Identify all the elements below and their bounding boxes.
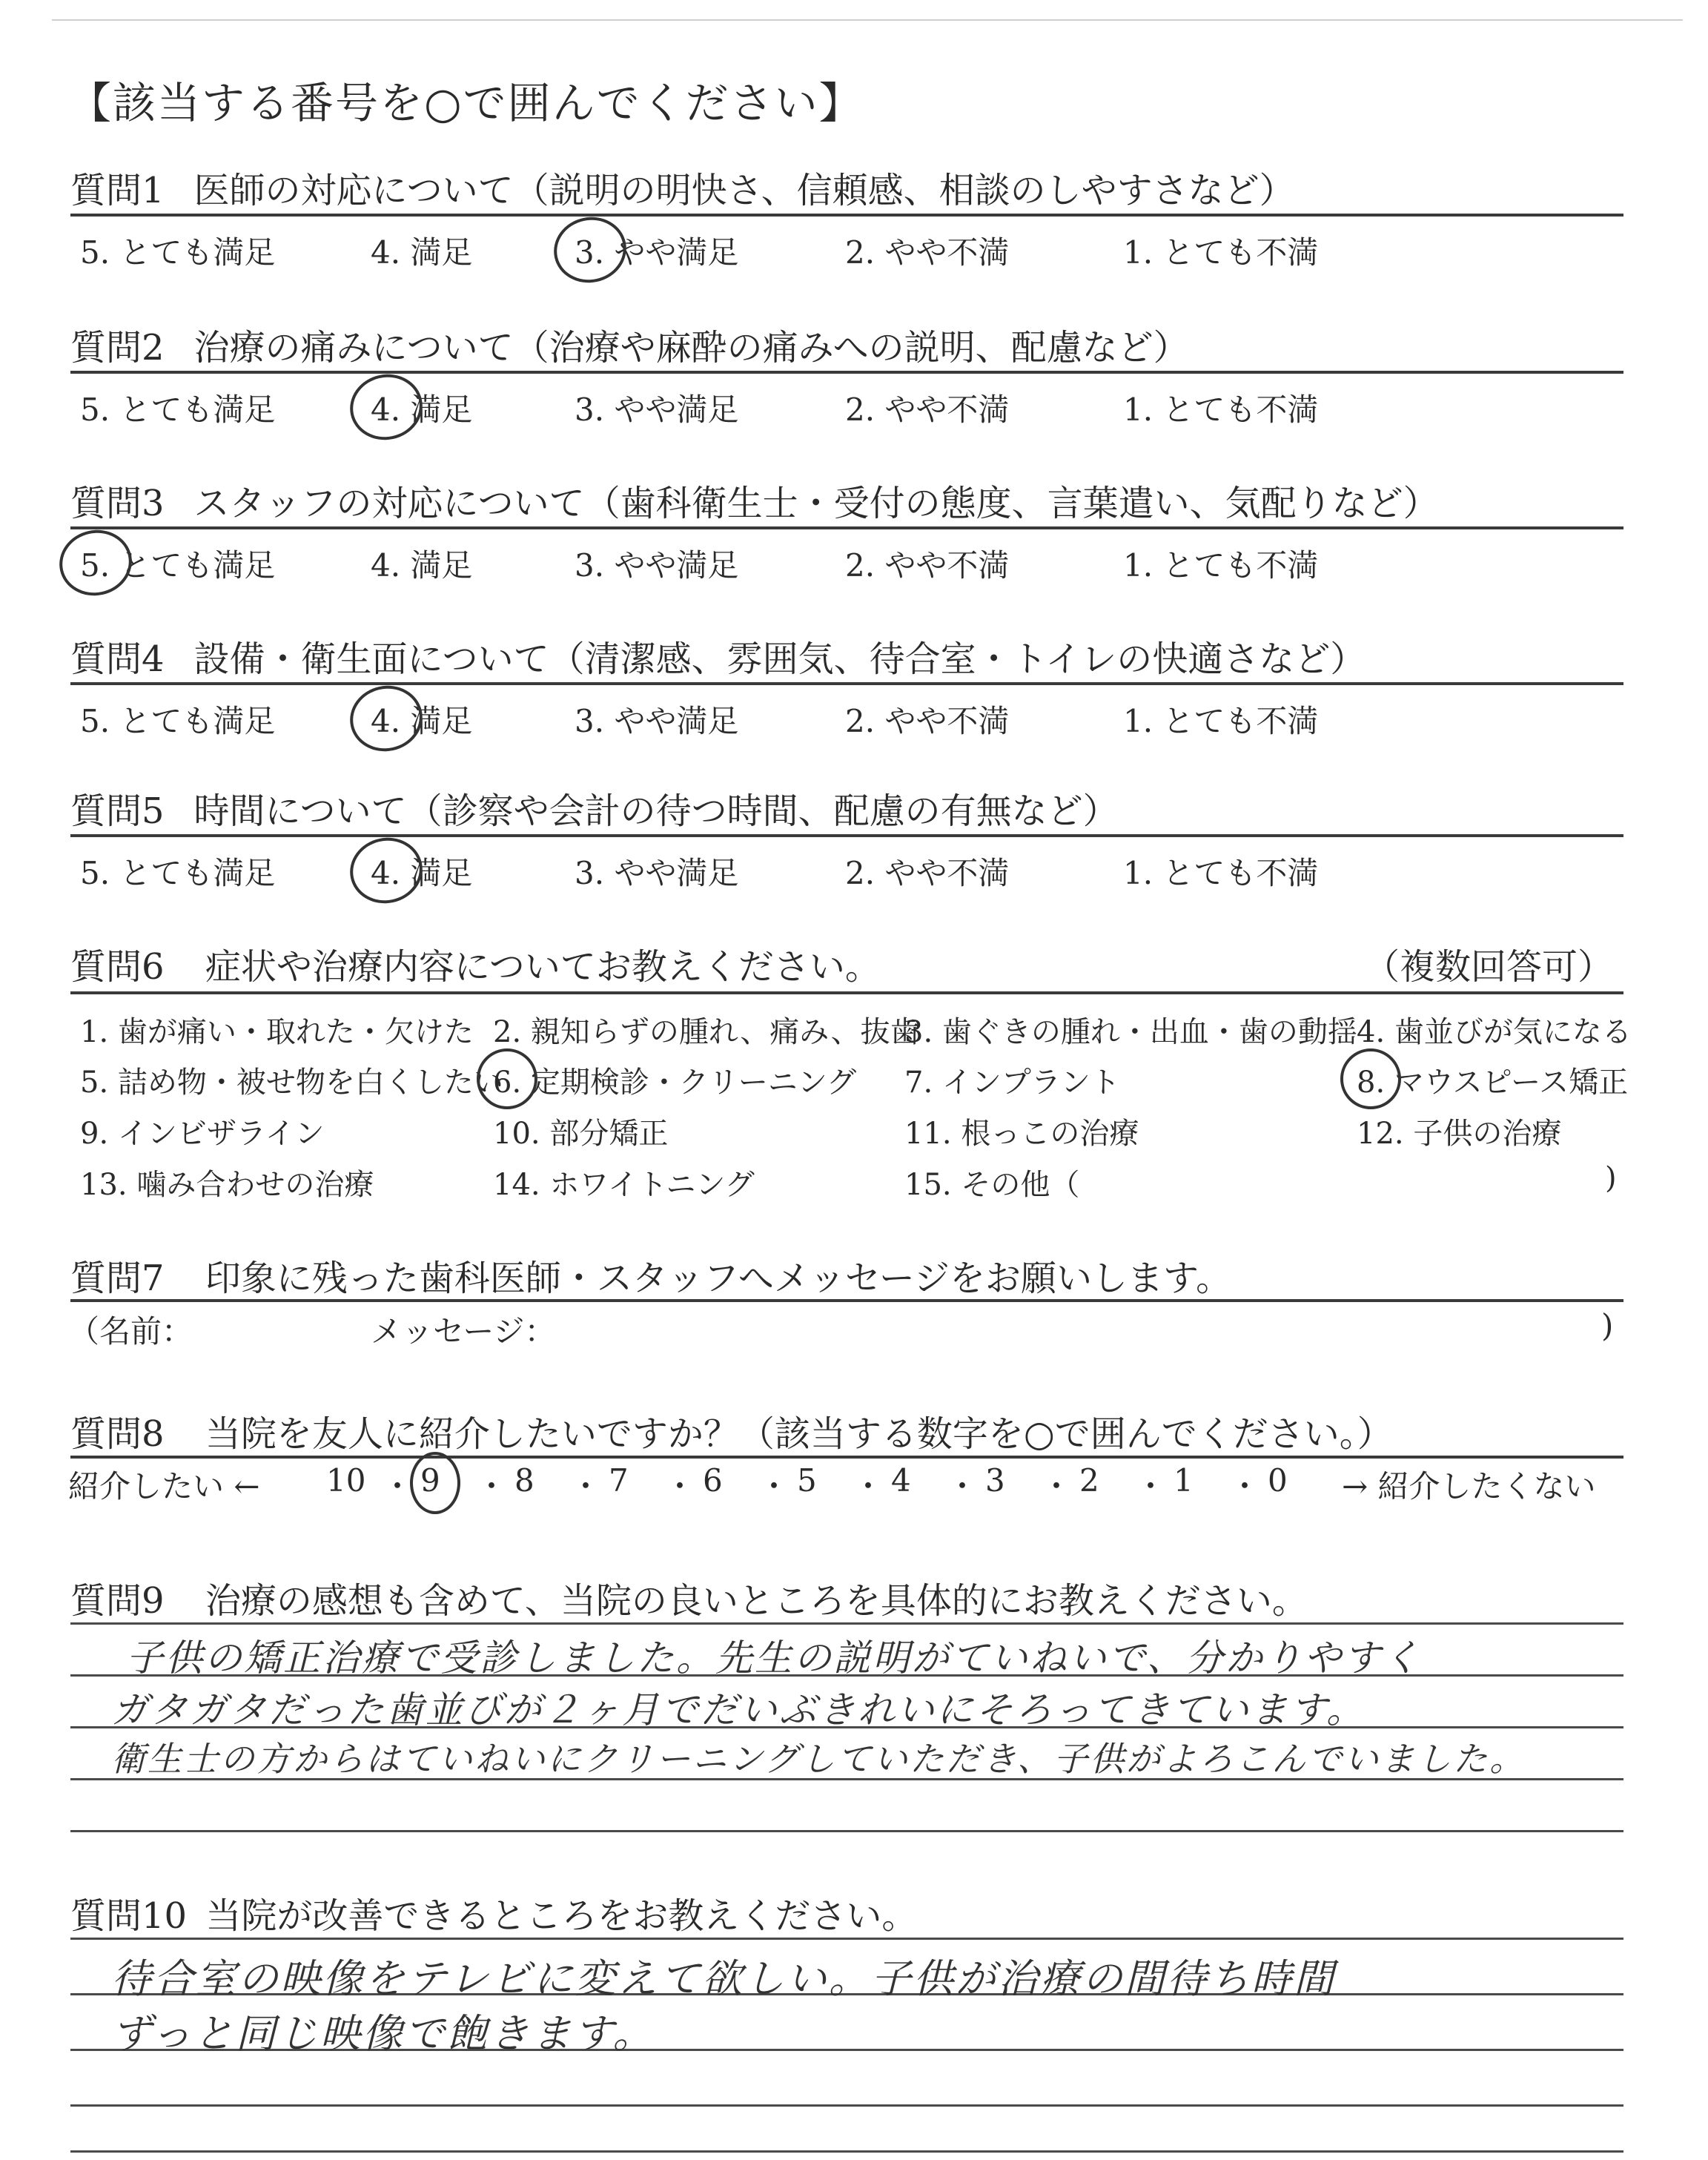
q6-option[interactable]: 3. 歯ぐきの腫れ・出血・歯の動揺 bbox=[904, 1015, 1357, 1049]
question-label: 質問1 bbox=[70, 170, 165, 211]
q6-option[interactable]: 6. 定期検診・クリーニング bbox=[493, 1066, 857, 1100]
scale-number[interactable]: 3 bbox=[985, 1462, 1005, 1499]
q7-name-label: （名前： bbox=[68, 1313, 193, 1350]
rating-option[interactable]: 4. 満足 bbox=[371, 392, 473, 428]
question-label: 質問3 bbox=[70, 483, 165, 524]
scale-separator: ・ bbox=[1135, 1468, 1167, 1505]
rating-option[interactable]: 1. とても不満 bbox=[1123, 392, 1319, 428]
scale-number[interactable]: 7 bbox=[609, 1462, 629, 1499]
rating-option[interactable]: 1. とても不満 bbox=[1123, 547, 1319, 584]
q9-answer-line: 子供の矯正治療で受診しました。先生の説明がていねいで、分かりやすく bbox=[126, 1636, 1422, 1680]
rating-option[interactable]: 5. とても満足 bbox=[80, 703, 276, 739]
q9-line-5 bbox=[70, 1830, 1623, 1832]
q6-note: （複数回答可） bbox=[1364, 946, 1614, 988]
q6-option[interactable]: 5. 詰め物・被せ物を白くしたい bbox=[80, 1066, 503, 1100]
selection-circle bbox=[1340, 1048, 1401, 1109]
q6-option[interactable]: 11. 根っこの治療 bbox=[904, 1117, 1139, 1151]
question-text: スタッフの対応について（歯科衛生士・受付の態度、言葉遣い、気配りなど） bbox=[193, 483, 1439, 524]
q8-rule bbox=[70, 1456, 1623, 1459]
question-text: 時間について（診察や会計の待つ時間、配慮の有無など） bbox=[193, 790, 1119, 832]
question-text: 治療の痛みについて（治療や麻酔の痛みへの説明、配慮など） bbox=[193, 327, 1189, 369]
q6-rule bbox=[70, 991, 1623, 994]
scale-separator: ・ bbox=[853, 1468, 884, 1505]
rating-option[interactable]: 4. 満足 bbox=[371, 547, 473, 584]
scale-number[interactable]: 2 bbox=[1079, 1462, 1099, 1499]
question-rule bbox=[70, 682, 1623, 685]
q6-heading bbox=[70, 938, 881, 989]
rating-option[interactable]: 3. やや満足 bbox=[575, 392, 739, 428]
scale-separator: ・ bbox=[664, 1468, 696, 1505]
q6-option[interactable]: 4. 歯並びが気になる bbox=[1357, 1015, 1632, 1049]
q10-answer-line: ずっと同じ映像で飽きます。 bbox=[111, 2010, 655, 2057]
q6-option[interactable]: 14. ホワイトニング bbox=[493, 1168, 755, 1202]
q9-answer-line: ガタガタだった歯並びが２ヶ月でだいぶきれいにそろってきています。 bbox=[111, 1688, 1366, 1731]
q8-label: 質問8 bbox=[70, 1413, 165, 1455]
scale-separator: ・ bbox=[570, 1468, 602, 1505]
scale-number[interactable]: 4 bbox=[891, 1462, 911, 1499]
rating-option[interactable]: 5. とても満足 bbox=[80, 855, 276, 891]
question-label: 質問2 bbox=[70, 327, 165, 369]
rating-option[interactable]: 3. やや満足 bbox=[575, 547, 739, 584]
scale-separator: ・ bbox=[476, 1468, 508, 1505]
q10-answer-line: 待合室の映像をテレビに変えて欲しい。子供が治療の間待ち時間 bbox=[111, 1955, 1336, 2002]
question-rule bbox=[70, 834, 1623, 837]
question-rule bbox=[70, 214, 1623, 217]
question-heading bbox=[70, 630, 1366, 681]
question-heading bbox=[70, 782, 1119, 833]
question-rule bbox=[70, 526, 1623, 529]
rating-option[interactable]: 2. やや不満 bbox=[845, 234, 1010, 271]
rating-option[interactable]: 5. とても満足 bbox=[80, 547, 276, 584]
q9-heading bbox=[70, 1572, 1308, 1623]
q10-heading bbox=[70, 1887, 917, 1938]
page-title: 【該当する番号を○で囲んでください】 bbox=[68, 78, 864, 128]
rating-option[interactable]: 2. やや不満 bbox=[845, 855, 1010, 891]
q10-line-4 bbox=[70, 2104, 1623, 2107]
selection-circle bbox=[548, 211, 632, 289]
selection-circle bbox=[344, 831, 428, 910]
q6-option[interactable]: 2. 親知らずの腫れ、痛み、抜歯 bbox=[493, 1015, 920, 1049]
scale-number[interactable]: 10 bbox=[326, 1462, 366, 1499]
question-label: 質問5 bbox=[70, 790, 165, 832]
q9-answer-line: 衛生士の方からはていねいにクリーニングしていただき、子供がよろこんでいました。 bbox=[111, 1739, 1526, 1779]
rating-option[interactable]: 3. やや満足 bbox=[575, 234, 739, 271]
scale-number[interactable]: 5 bbox=[797, 1462, 817, 1499]
selection-circle bbox=[344, 679, 428, 758]
q10-text: 当院が改善できるところをお教えください。 bbox=[205, 1895, 918, 1937]
rating-option[interactable]: 2. やや不満 bbox=[845, 703, 1010, 739]
scale-number[interactable]: 1 bbox=[1174, 1462, 1194, 1499]
rating-option[interactable]: 1. とても不満 bbox=[1123, 703, 1319, 739]
q6-option[interactable]: 7. インプラント bbox=[904, 1066, 1120, 1100]
rating-option[interactable]: 4. 満足 bbox=[371, 703, 473, 739]
scale-number[interactable]: 6 bbox=[703, 1462, 723, 1499]
rating-option[interactable]: 1. とても不満 bbox=[1123, 234, 1319, 271]
q10-line-5 bbox=[70, 2150, 1623, 2153]
q7-label: 質問7 bbox=[70, 1258, 165, 1299]
question-text: 医師の対応について（説明の明快さ、信頼感、相談のしやすさなど） bbox=[193, 170, 1295, 211]
question-heading bbox=[70, 475, 1439, 526]
rating-option[interactable]: 3. やや満足 bbox=[575, 703, 739, 739]
selection-circle bbox=[477, 1048, 537, 1109]
q8-text: 当院を友人に紹介したいですか？（該当する数字を○で囲んでください。） bbox=[205, 1413, 1393, 1455]
q8-left-label: 紹介したい ← bbox=[68, 1468, 260, 1505]
q6-option[interactable]: 8. マウスピース矯正 bbox=[1357, 1066, 1629, 1100]
q9-label: 質問9 bbox=[70, 1580, 165, 1622]
q6-label: 質問6 bbox=[70, 946, 165, 988]
selection-circle bbox=[53, 524, 138, 602]
q6-option[interactable]: 9. インビザライン bbox=[80, 1117, 325, 1151]
scale-separator: ・ bbox=[947, 1468, 979, 1505]
q10-label: 質問10 bbox=[70, 1895, 188, 1937]
q8-right-label: → 紹介したくない bbox=[1342, 1468, 1596, 1505]
rating-option[interactable]: 1. とても不満 bbox=[1123, 855, 1319, 891]
top-border bbox=[52, 19, 1683, 21]
q6-text: 症状や治療内容についてお教えください。 bbox=[205, 946, 881, 988]
q7-close: ) bbox=[1601, 1307, 1614, 1344]
scale-number[interactable]: 0 bbox=[1268, 1462, 1288, 1499]
q10-line-1 bbox=[70, 1938, 1623, 1940]
q6-option[interactable]: 10. 部分矯正 bbox=[493, 1117, 669, 1151]
scale-number[interactable]: 9 bbox=[420, 1462, 440, 1499]
question-label: 質問4 bbox=[70, 638, 165, 680]
rating-option[interactable]: 5. とても満足 bbox=[80, 392, 276, 428]
question-rule bbox=[70, 371, 1623, 374]
scale-separator: ・ bbox=[382, 1468, 414, 1505]
rating-option[interactable]: 2. やや不満 bbox=[845, 392, 1010, 428]
rating-option[interactable]: 3. やや満足 bbox=[575, 855, 739, 891]
q6-option[interactable]: 15. その他（ bbox=[904, 1168, 1080, 1202]
question-heading bbox=[70, 162, 1295, 213]
q7-rule bbox=[70, 1299, 1623, 1302]
q7-message-label: メッセージ： bbox=[371, 1313, 556, 1350]
q7-text: 印象に残った歯科医師・スタッフへメッセージをお願いします。 bbox=[205, 1258, 1232, 1299]
q6-option[interactable]: 1. 歯が痛い・取れた・欠けた bbox=[80, 1015, 474, 1049]
q8-heading bbox=[70, 1405, 1393, 1456]
scale-number[interactable]: 8 bbox=[514, 1462, 534, 1499]
q6-option[interactable]: ) bbox=[1605, 1161, 1617, 1195]
q7-heading bbox=[70, 1249, 1231, 1301]
rating-option[interactable]: 5. とても満足 bbox=[80, 234, 276, 271]
q6-option[interactable]: 13. 噛み合わせの治療 bbox=[80, 1168, 374, 1202]
scale-separator: ・ bbox=[1041, 1468, 1073, 1505]
q6-option[interactable]: 12. 子供の治療 bbox=[1357, 1117, 1562, 1151]
q9-line-1 bbox=[70, 1622, 1623, 1625]
scale-separator: ・ bbox=[1229, 1468, 1261, 1505]
scale-separator: ・ bbox=[758, 1468, 790, 1505]
question-heading bbox=[70, 319, 1189, 370]
rating-option[interactable]: 4. 満足 bbox=[371, 855, 473, 891]
rating-option[interactable]: 2. やや不満 bbox=[845, 547, 1010, 584]
selection-circle bbox=[410, 1452, 460, 1514]
q9-text: 治療の感想も含めて、当院の良いところを具体的にお教えください。 bbox=[205, 1580, 1308, 1622]
question-text: 設備・衛生面について（清潔感、雰囲気、待合室・トイレの快適さなど） bbox=[193, 638, 1366, 680]
rating-option[interactable]: 4. 満足 bbox=[371, 234, 473, 271]
selection-circle bbox=[344, 368, 428, 446]
